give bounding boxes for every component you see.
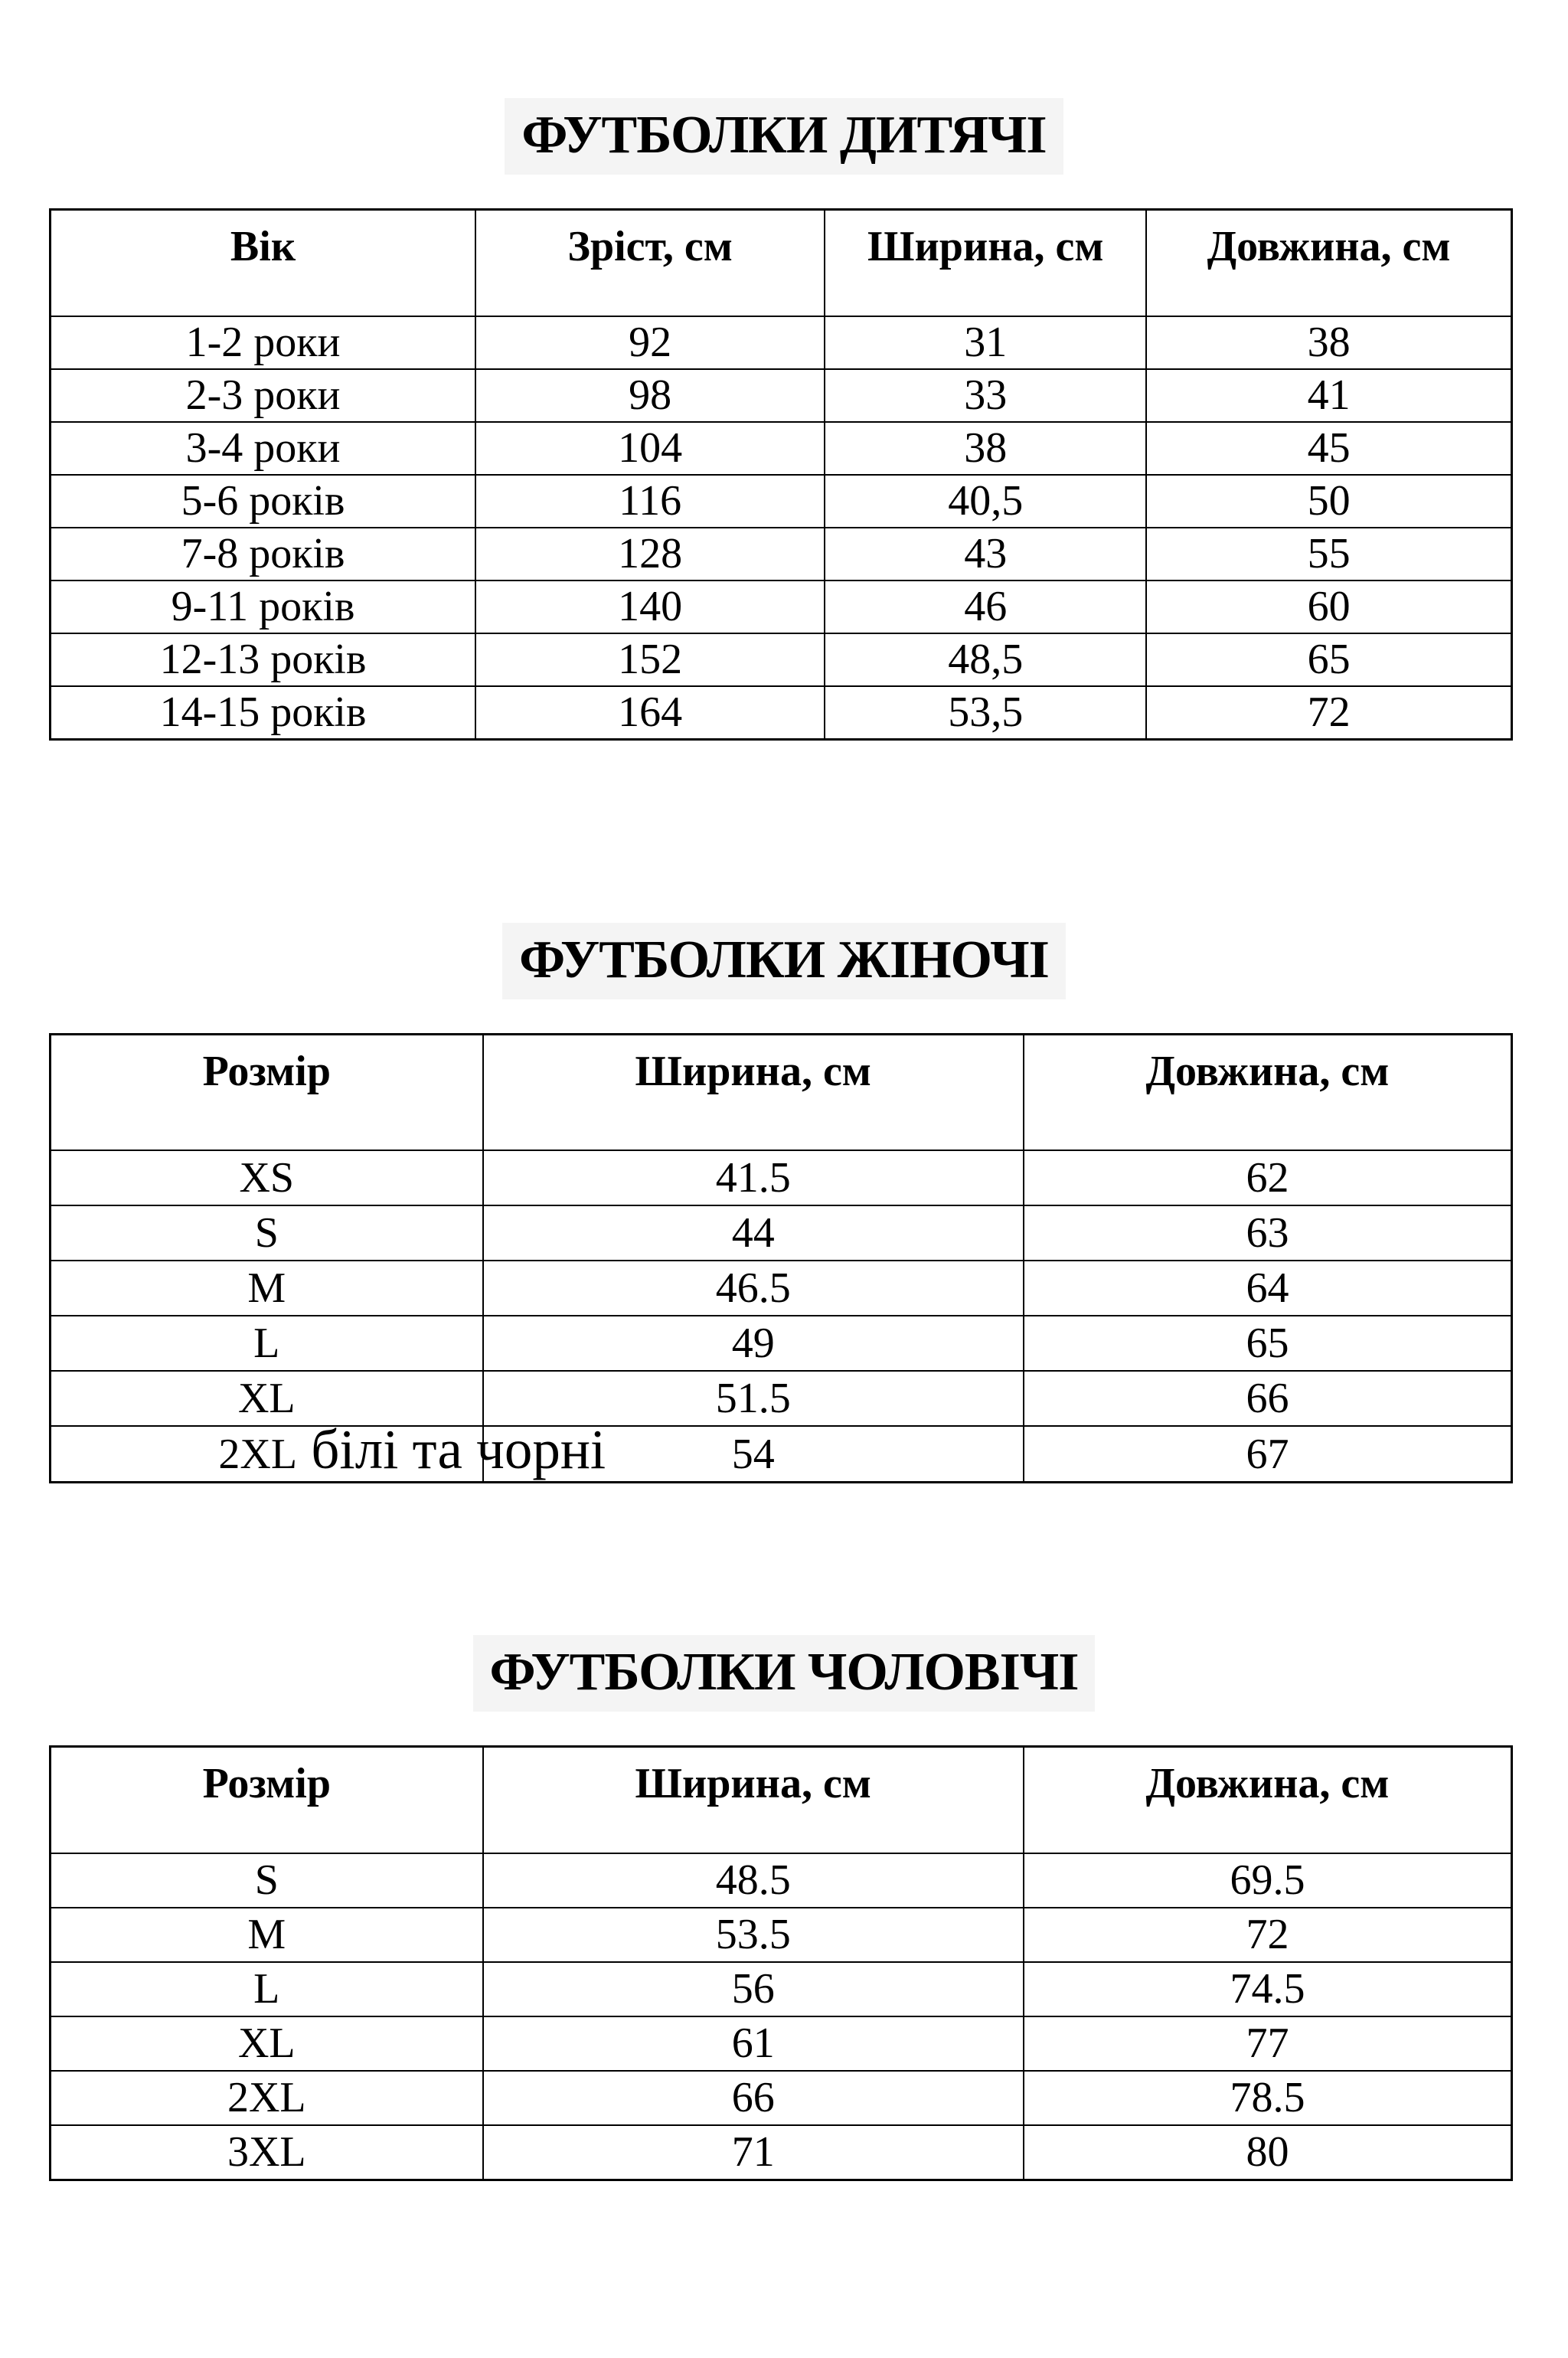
table-cell: 92 [475,316,825,369]
table-cell: 66 [483,2071,1024,2125]
table-cell: 74.5 [1024,1962,1512,2016]
table-cell: 48,5 [825,633,1146,686]
table-cell: S [51,1205,483,1261]
table-cell: 65 [1024,1316,1512,1371]
table-cell: 3XL [51,2125,483,2180]
table-row [51,1261,1512,1316]
table-row [51,1853,1512,1908]
column-header: Ширина, см [483,1747,1024,1853]
table-cell: 128 [475,528,825,581]
table-row [51,1426,1512,1483]
mens-size-table [49,1745,1513,2181]
kids-size-table [49,208,1513,741]
table-cell: 41 [1146,369,1511,422]
table-cell: 50 [1146,475,1511,528]
header-row [51,210,1512,316]
table-row [51,369,1512,422]
table-row [51,633,1512,686]
table-cell: 38 [825,422,1146,475]
table-cell: 56 [483,1962,1024,2016]
table-cell: 33 [825,369,1146,422]
table-cell: 2-3 роки [51,369,476,422]
table-cell: 164 [475,686,825,740]
table-cell: 152 [475,633,825,686]
column-header: Розмір [51,1747,483,1853]
section-title: ФУТБОЛКИ ДИТЯЧІ [505,98,1063,175]
table-cell: 49 [483,1316,1024,1371]
table-row [51,581,1512,633]
table-row [51,1962,1512,2016]
table-cell: 48.5 [483,1853,1024,1908]
size-label-with-note [218,1418,606,1481]
table-cell: 64 [1024,1261,1512,1316]
table-cell: L [51,1316,483,1371]
table-cell: 116 [475,475,825,528]
table-cell: M [51,1261,483,1316]
table-row [51,422,1512,475]
table-cell: 41.5 [483,1150,1024,1205]
table-cell: 72 [1146,686,1511,740]
column-header: Довжина, см [1024,1034,1512,1150]
section-title-line [0,1635,1568,1712]
table-row [51,2071,1512,2125]
table-cell: 67 [1024,1426,1512,1483]
table-cell: 78.5 [1024,2071,1512,2125]
table-cell: 98 [475,369,825,422]
table-cell: 104 [475,422,825,475]
table-cell: 44 [483,1205,1024,1261]
table-cell: 43 [825,528,1146,581]
table-cell: 53.5 [483,1908,1024,1962]
table-cell [51,1418,606,1483]
table-cell: 66 [1024,1371,1512,1426]
table-cell: 55 [1146,528,1511,581]
header-row [51,1034,1512,1150]
table-cell: 77 [1024,2016,1512,2071]
section-title-line [0,98,1568,175]
size-label: 2XL [218,1431,298,1478]
section-mens-tshirts [0,1635,1568,2181]
table-cell: 5-6 років [51,475,476,528]
column-header: Розмір [51,1034,483,1150]
size-note: білі та чорні [297,1418,606,1480]
column-header: Ширина, см [483,1034,1024,1150]
table-row [51,1316,1512,1371]
table-cell: 60 [1146,581,1511,633]
section-title: ФУТБОЛКИ ЧОЛОВІЧІ [473,1635,1096,1712]
table-cell: S [51,1853,483,1908]
table-cell: 1-2 роки [51,316,476,369]
column-header: Довжина, см [1146,210,1511,316]
table-cell: 80 [1024,2125,1512,2180]
table-row [51,686,1512,740]
table-cell: XS [51,1150,483,1205]
table-cell: L [51,1962,483,2016]
table-cell: 31 [825,316,1146,369]
table-row [51,316,1512,369]
table-cell: 61 [483,2016,1024,2071]
table-row [51,1908,1512,1962]
table-cell: 140 [475,581,825,633]
table-cell: 72 [1024,1908,1512,1962]
section-womens-tshirts [0,923,1568,1484]
table-cell: 2XL [51,2071,483,2125]
table-cell: XL [51,1371,483,1426]
table-row [51,475,1512,528]
column-header: Ширина, см [825,210,1146,316]
column-header: Вік [51,210,476,316]
table-row [51,1205,1512,1261]
table-cell: 46 [825,581,1146,633]
table-cell: 51.5 [483,1371,1024,1426]
table-row [51,2125,1512,2180]
table-cell: 54 [483,1426,1024,1483]
table-cell: 69.5 [1024,1853,1512,1908]
column-header: Довжина, см [1024,1747,1512,1853]
table-cell: 9-11 років [51,581,476,633]
table-cell: 65 [1146,633,1511,686]
table-cell: 71 [483,2125,1024,2180]
table-cell: 46.5 [483,1261,1024,1316]
table-row [51,2016,1512,2071]
table-cell: 14-15 років [51,686,476,740]
section-title-line [0,923,1568,999]
table-cell: 7-8 років [51,528,476,581]
header-row [51,1747,1512,1853]
table-cell: M [51,1908,483,1962]
section-title: ФУТБОЛКИ ЖІНОЧІ [502,923,1066,999]
table-cell: 38 [1146,316,1511,369]
table-cell: 12-13 років [51,633,476,686]
table-cell: 3-4 роки [51,422,476,475]
table-cell: XL [51,2016,483,2071]
table-row [51,1371,1512,1426]
table-cell: 53,5 [825,686,1146,740]
section-kids-tshirts [0,98,1568,741]
table-row [51,1150,1512,1205]
table-cell: 45 [1146,422,1511,475]
womens-size-table [49,1033,1513,1484]
table-row [51,528,1512,581]
table-cell: 63 [1024,1205,1512,1261]
table-cell: 62 [1024,1150,1512,1205]
column-header: Зріст, см [475,210,825,316]
table-cell: 40,5 [825,475,1146,528]
